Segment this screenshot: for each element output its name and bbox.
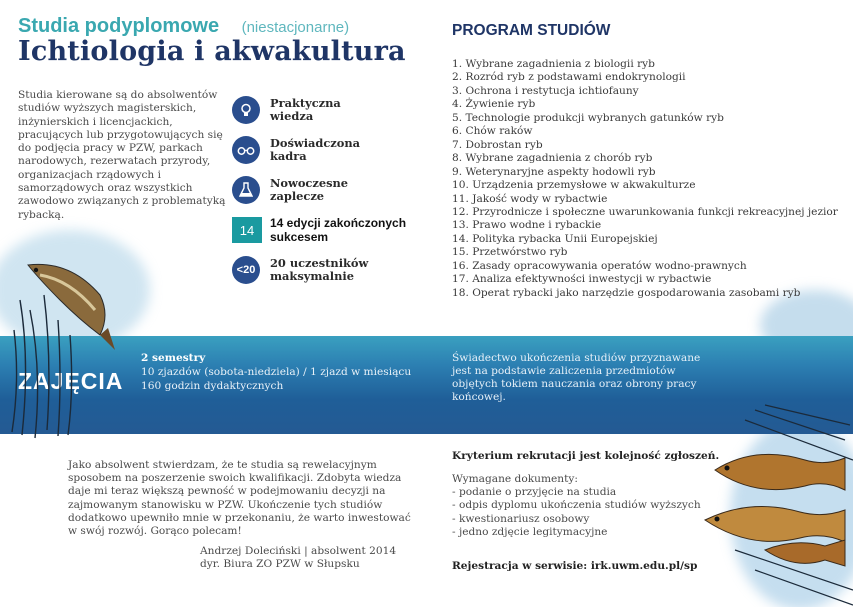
- page-title: Ichtiologia i akwakultura: [18, 36, 406, 67]
- features-list: [232, 90, 430, 290]
- program-item: 15. Przetwórstwo ryb: [452, 246, 568, 259]
- subtitle: [18, 15, 349, 38]
- feature-editions: [232, 210, 430, 250]
- program-item: 6. Chów raków: [452, 125, 533, 138]
- classes-semesters: 2 semestry: [141, 352, 206, 364]
- editions-badge: 14: [232, 217, 262, 243]
- program-list: [452, 58, 838, 300]
- subtitle-text: Studia podyplomowe: [18, 15, 220, 37]
- certificate-text: Świadectwo ukończenia studiów przyznawane jest na podstawie zaliczenia przedmiotów objętych tokiem nauczania oraz obrony pracy końcowej.: [452, 352, 701, 403]
- program-item: 5. Technologie produkcji wybranych gatunków ryb: [452, 111, 724, 124]
- testimonial-author: [200, 545, 396, 571]
- feature-label: Praktyczna wiedza: [270, 96, 341, 123]
- intro-text: Studia kierowane są do absolwentów studiów wyższych magisterskich, inżynierskich i licencjackich, pracujących lub przygotowujących się do podjęcia pracy w PZW, parkach narodowych, rezerwatach przyrody, organizacjach rządowych i samorządowych oraz wszystkich zawodowo związanych z problematyką rybacką.: [18, 89, 226, 221]
- recruitment-criterion: Kryterium rekrutacji jest kolejność zgłoszeń.: [452, 450, 720, 462]
- classes-schedule: 10 zjazdów (sobota-niedziela) / 1 zjazd w miesiącu: [141, 366, 412, 378]
- program-item: 18. Operat rybacki jako narzędzie gospodarowania zasobami ryb: [452, 286, 801, 299]
- fish-illustration: [695, 400, 853, 607]
- feature-label: 20 uczestników maksymalnie: [270, 256, 369, 283]
- testimonial-text: Jako absolwent stwierdzam, że te studia są rewelacyjnym sposobem na poszerzenie swoich kwalifikacji. Zdobyta wiedza daje mi teraz większą pewność w podejmowaniu decyzji na zajmowanym stanowisku w PZW. Ukończenie tych studiów dodatkowo upewniło mnie w przekonaniu, że warto inwestować w swój rozwój. Gorąco polecam!: [68, 459, 411, 538]
- program-item: 7. Dobrostan ryb: [452, 138, 543, 151]
- pike-illustration: [0, 240, 140, 440]
- program-item: 12. Przyrodnicze i społeczne uwarunkowania funkcji rekreacyjnej jezior: [452, 205, 838, 218]
- flask-icon: [232, 176, 260, 204]
- program-item: 8. Wybrane zagadnienia z chorób ryb: [452, 152, 653, 165]
- feature-practical-knowledge: [232, 90, 430, 130]
- program-item: 13. Prawo wodne i rybackie: [452, 219, 602, 232]
- program-title: PROGRAM STUDIÓW: [452, 22, 611, 39]
- document-item: - jedno zdjęcie legitymacyjne: [452, 525, 608, 538]
- program-item: 11. Jakość wody w rybactwie: [452, 192, 608, 205]
- feature-participants: [232, 250, 430, 290]
- program-item: 10. Urządzenia przemysłowe w akwakulturze: [452, 179, 696, 192]
- program-item: 16. Zasady opracowywania operatów wodno-prawnych: [452, 259, 747, 272]
- feature-experienced-staff: [232, 130, 430, 170]
- program-item: 14. Polityka rybacka Unii Europejskiej: [452, 232, 658, 245]
- document-item: - kwestionariusz osobowy: [452, 512, 590, 525]
- program-item: 9. Weterynaryjne aspekty hodowli ryb: [452, 165, 656, 178]
- lightbulb-icon: [232, 96, 260, 124]
- feature-label: Doświadczona kadra: [270, 136, 361, 163]
- documents-title: Wymagane dokumenty:: [452, 473, 578, 485]
- program-item: 4. Żywienie ryb: [452, 98, 536, 111]
- feature-label: 14 edycji zakończonych sukcesem: [270, 216, 407, 244]
- registration-link[interactable]: Rejestracja w serwisie: irk.uwm.edu.pl/sp: [452, 560, 698, 572]
- subtitle-note: (niestacjonarne): [241, 19, 350, 36]
- glasses-icon: [232, 136, 260, 164]
- classes-hours: 160 godzin dydaktycznych: [141, 380, 284, 392]
- participants-badge: <20: [232, 256, 260, 284]
- feature-modern-facilities: [232, 170, 430, 210]
- program-item: 1. Wybrane zagadnienia z biologii ryb: [452, 58, 655, 70]
- author-role: dyr. Biura ZO PZW w Słupsku: [200, 558, 360, 571]
- program-item: 2. Rozród ryb z podstawami endokrynologii: [452, 71, 686, 84]
- author-name: Andrzej Doleciński | absolwent 2014: [200, 545, 397, 557]
- program-item: 3. Ochrona i restytucja ichtiofauny: [452, 84, 639, 97]
- feature-label: Nowoczesne zaplecze: [270, 176, 349, 203]
- required-documents: [452, 473, 701, 539]
- document-item: - podanie o przyjęcie na studia: [452, 486, 617, 499]
- program-item: 17. Analiza efektywności inwestycji w rybactwie: [452, 273, 712, 286]
- classes-title: ZAJĘCIA: [18, 368, 124, 394]
- document-item: - odpis dyplomu ukończenia studiów wyższych: [452, 499, 701, 512]
